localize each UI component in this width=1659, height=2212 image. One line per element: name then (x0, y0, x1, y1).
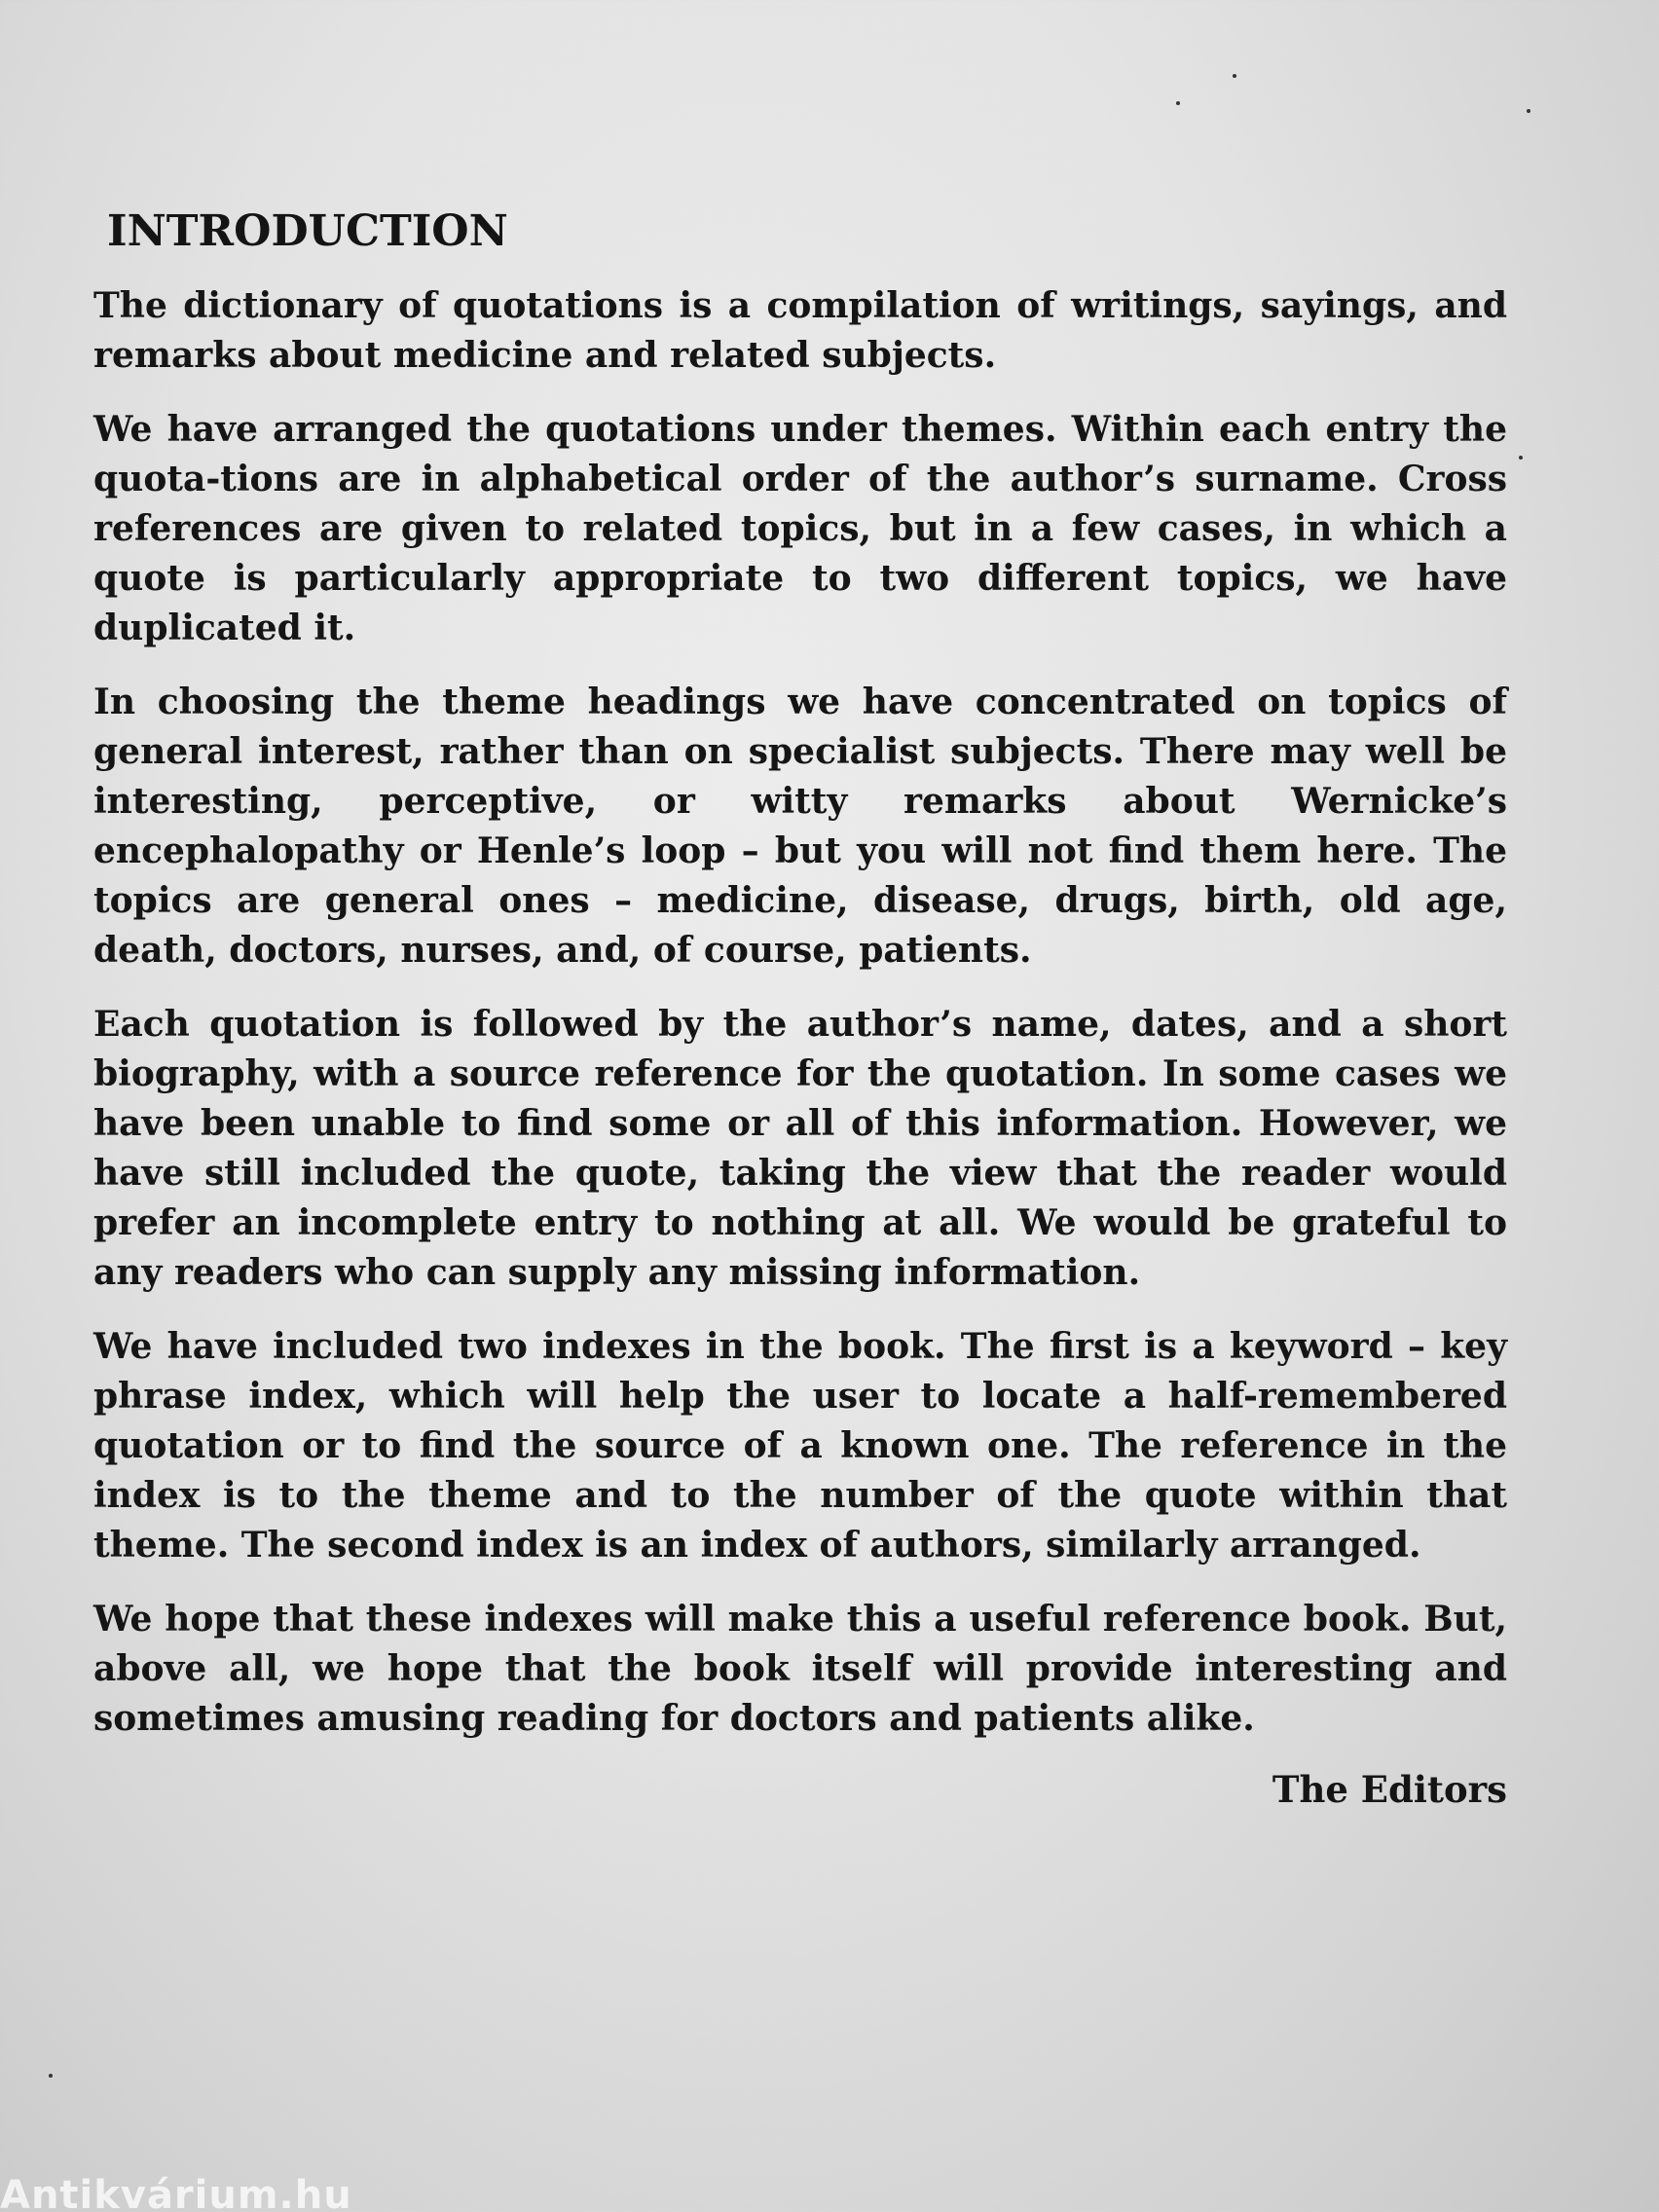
dust-speck (1527, 109, 1530, 113)
signature: The Editors (1272, 1768, 1507, 1811)
document-page (93, 206, 1507, 1811)
page-title: INTRODUCTION (107, 206, 508, 256)
dust-speck (49, 2074, 53, 2078)
dust-speck (1233, 74, 1236, 78)
paragraph-6: We hope that these indexes will make this a useful reference book. But, above all, we hope that the book itself will provide interesting and sometimes amusing reading for doctors and patients alike. (93, 1599, 1507, 1739)
paragraph-2: We have arranged the quotations under themes. Within each entry the quota-tions are in alphabetical order of the author’s surname. Cross references are given to related topics, but in a few cases, in which a quote is particularly appropriate to two different topics, we have duplicated it. (93, 409, 1507, 648)
paragraph-4: Each quotation is followed by the author’s name, dates, and a short biography, with a source reference for the quotation. In some cases we have been unable to find some or all of this information. However, we have still included the quote, taking the view that the reader would prefer an incomplete entry to nothing at all. We would be grateful to any readers who can supply any missing information. (93, 1004, 1507, 1293)
paragraph-3: In choosing the theme headings we have concentrated on topics of general interest, rather than on specialist subjects. There may well be interesting, perceptive, or witty remarks about Wernicke’s encephalopathy or Henle’s loop – but you will not find them here. The topics are general ones – medicine, disease, drugs, birth, old age, death, doctors, nurses, and, of course, patients. (93, 682, 1507, 971)
dust-speck (1519, 456, 1523, 460)
paragraph-5: We have included two indexes in the book. The first is a keyword – key phrase index, which will help the user to locate a half-remembered quotation or to find the source of a known one. The reference in the index is to the theme and to the number of the quote within that theme. The second index is an index of authors, similarly arranged. (93, 1326, 1507, 1566)
dust-speck (1176, 101, 1180, 105)
paragraph-1: The dictionary of quotations is a compilation of writings, sayings, and remarks about medicine and related subjects. (93, 285, 1507, 376)
watermark: Antikvárium.hu (0, 2173, 352, 2212)
